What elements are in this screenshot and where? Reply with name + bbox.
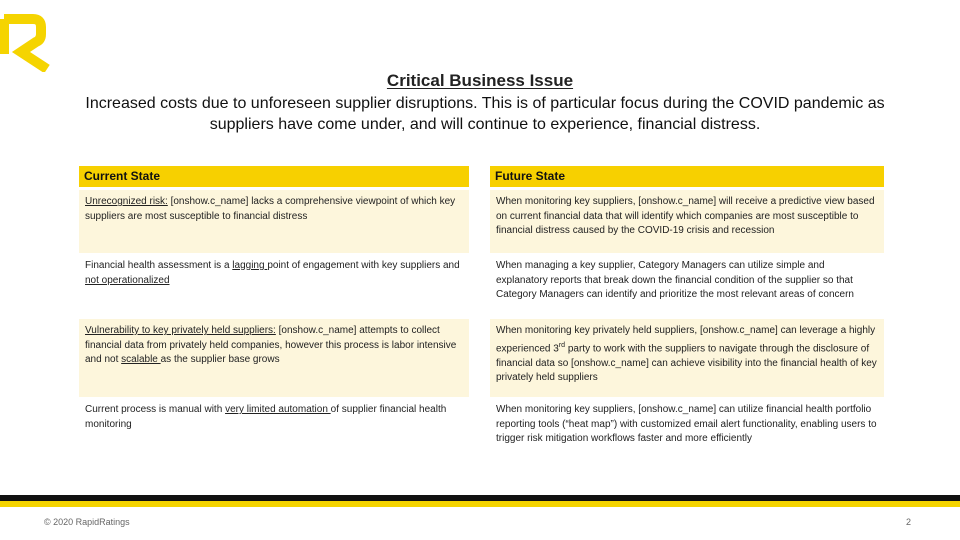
rapidratings-logo [0,6,56,72]
future-state-cell-2: When managing a key supplier, Category Managers can utilize simple and explanatory reports that break down the financial condition of the supplier so that Category Managers can identify and prioritize the most relevant areas of concern [496,260,854,301]
future-state-cell-3: When monitoring key privately held suppliers, [onshow.c_name] can leverage a highly experienced 3rd party to work with the suppliers to navigate through the disclosure of financial data so [onshow.c_name] can achieve visibility into the financial health of key privately held suppliers [490,319,884,397]
page-number: 2 [906,517,912,527]
page-title: Critical Business Issue [386,71,574,90]
future-state-header: Future State [490,166,884,187]
footer-bar-yellow [0,501,960,507]
current-state-cell-3: Vulnerability to key privately held suppliers: [onshow.c_name] attempts to collect financial data from privately held companies, however this process is labor intensive and not scalable as the supplier base grows [79,319,469,397]
current-state-cell-4: Current process is manual with very limited automation of supplier financial health monitoring [85,404,447,430]
page-subtitle: Increased costs due to unforeseen supplier disruptions. This is of particular focus during the COVID pandemic as suppliers have come under, and will continue to experience, financial distress. [85,95,885,133]
current-state-cell-2: Financial health assessment is a lagging point of engagement with key suppliers and not operationalized [85,260,460,286]
copyright-text: © 2020 RapidRatings [44,517,130,527]
future-state-cell-4: When monitoring key suppliers, [onshow.c_name] can utilize financial health portfolio reporting tools (“heat map”) with customized email alert functionality, enabling users to trigger risk mitigation workflows faster and more efficiently [496,404,877,445]
current-state-cell-1: Unrecognized risk: [onshow.c_name] lacks a comprehensive viewpoint of which key suppliers are most susceptible to financial distress [79,190,469,253]
future-state-cell-1: When monitoring key suppliers, [onshow.c_name] will receive a predictive view based on current financial data that will identify which companies are most susceptible to financial distress caused by the COVID-19 crisis and recession [490,190,884,253]
current-state-header: Current State [79,166,469,187]
